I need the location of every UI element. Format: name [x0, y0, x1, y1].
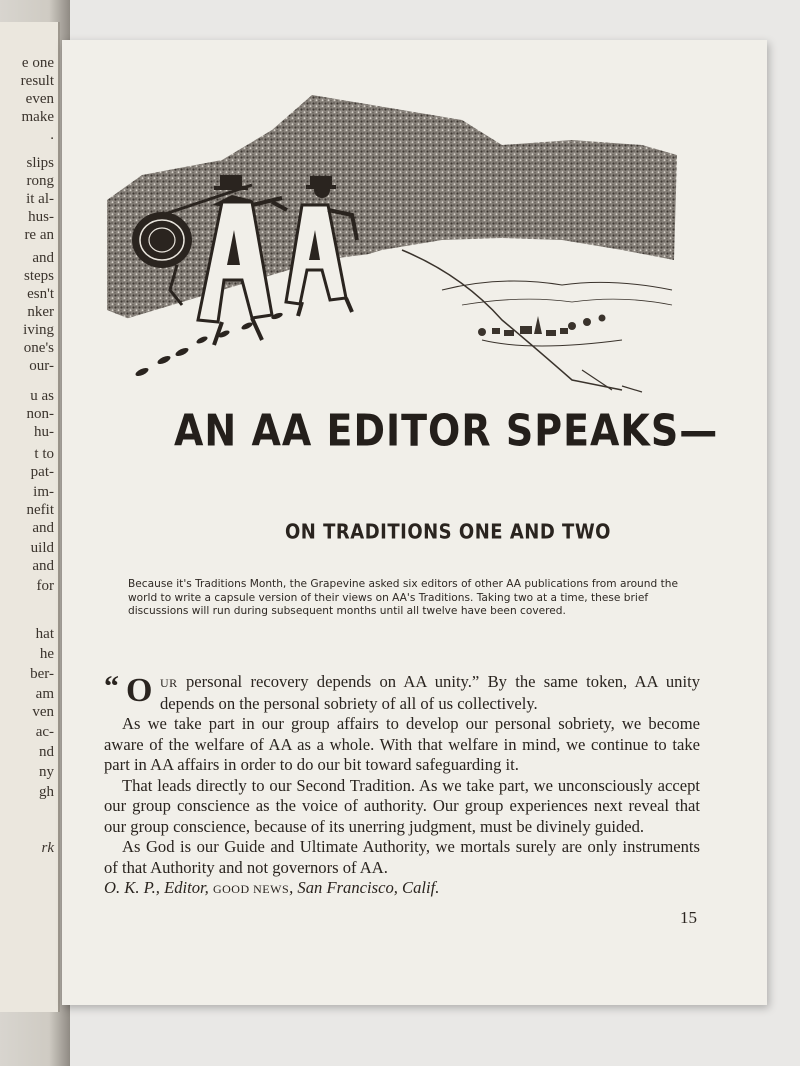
left-page-text-fragment: am — [35, 686, 54, 702]
left-page-text-fragment: rong — [26, 173, 54, 189]
left-page-text-fragment: hus- — [28, 209, 54, 225]
hikers-mountain-illustration — [102, 90, 682, 410]
left-page-text-fragment: re an — [24, 227, 54, 243]
left-page-text-fragment: . — [50, 127, 54, 143]
signature-publication: GOOD NEWS — [212, 882, 290, 896]
dropcap-letter: O — [126, 672, 153, 709]
article-intro: Because it's Traditions Month, the Grapevine asked six editors of other AA publications from around the world to write a capsule version of their views on AA's Traditions. Taking two at a time, these brief discussions will run during subsequent months until all twelve have been covered. — [128, 578, 678, 618]
left-page-text-fragment: ny — [39, 764, 54, 780]
left-page-text-fragment: even — [25, 91, 54, 107]
left-page-text-fragment: non- — [26, 406, 54, 422]
left-page-text-fragment: ac- — [35, 724, 54, 740]
paragraph-1 — [104, 672, 700, 714]
left-page-text-fragment: he — [39, 646, 54, 662]
left-page-text-fragment: ven — [32, 704, 54, 720]
paragraph-2: As we take part in our group affairs to develop our personal sobriety, we become aware of the welfare of AA as a whole. With that welfare in mind, we continue to take part in AA affairs in order to do our bit toward safeguarding it. — [104, 714, 700, 774]
left-page-text-fragment: im- — [33, 484, 54, 500]
left-facing-page — [0, 22, 60, 1012]
left-page-text-fragment: nefit — [26, 502, 54, 518]
left-page-text-fragment: make — [21, 109, 54, 125]
left-page-text-fragment: esn't — [27, 286, 54, 302]
left-page-text-fragment: and — [32, 520, 54, 536]
article-headline: AN AA EDITOR SPEAKS— — [174, 405, 719, 456]
left-page-text-fragment: for — [36, 578, 54, 594]
left-page-text-fragment: hat — [35, 626, 54, 642]
left-page-text-fragment: result — [20, 73, 54, 89]
article-body — [104, 672, 700, 900]
left-page-text-fragment: uild — [30, 540, 54, 556]
article-subhead: ON TRADITIONS ONE AND TWO — [285, 520, 611, 545]
paragraph-1-text: personal recovery depends on AA unity.” By the same token, AA unity depends on the personal sobriety of all of us collectively. — [160, 672, 700, 713]
left-page-text-fragment: nker — [27, 304, 54, 320]
left-page-text-fragment: one's — [23, 340, 54, 356]
left-page-text-fragment: pat- — [30, 464, 54, 480]
paragraph-4: As God is our Guide and Ultimate Authority, we mortals surely are only instruments of that Authority and not governors of AA. — [104, 837, 700, 877]
dropcap-quote: “ — [104, 670, 119, 703]
left-page-text-fragment: slips — [26, 155, 54, 171]
left-page-text-fragment: rk — [41, 840, 54, 856]
left-page-text-fragment: hu- — [34, 424, 54, 440]
left-page-text-fragment: it al- — [26, 191, 54, 207]
left-page-text-fragment: nd — [39, 744, 54, 760]
left-page-text-fragment: our- — [29, 358, 54, 374]
left-page-text-fragment: ber- — [30, 666, 54, 682]
first-word-smallcaps: UR — [160, 676, 178, 690]
page-number: 15 — [680, 908, 697, 927]
left-page-text-fragment: steps — [24, 268, 54, 284]
left-page-text-fragment: and — [32, 558, 54, 574]
left-page-text-fragment: u as — [30, 388, 54, 404]
left-page-text-fragment: and — [32, 250, 54, 266]
article-signature — [104, 878, 700, 900]
signature-location: , San Francisco, Calif. — [289, 878, 440, 897]
left-page-text-fragment: e one — [21, 55, 54, 71]
magazine-page — [62, 40, 767, 1005]
paragraph-3: That leads directly to our Second Tradition. As we take part, we unconsciously accept our group conscience as the voice of authority. Our group experiences next reveal that our group conscience, because of its unerring judgment, must be divinely guided. — [104, 775, 700, 836]
left-page-text-fragment: iving — [23, 322, 54, 338]
signature-author: O. K. P., Editor, — [104, 878, 213, 897]
left-page-text-fragment: t to — [34, 446, 54, 462]
left-page-text-fragment: gh — [39, 784, 54, 800]
